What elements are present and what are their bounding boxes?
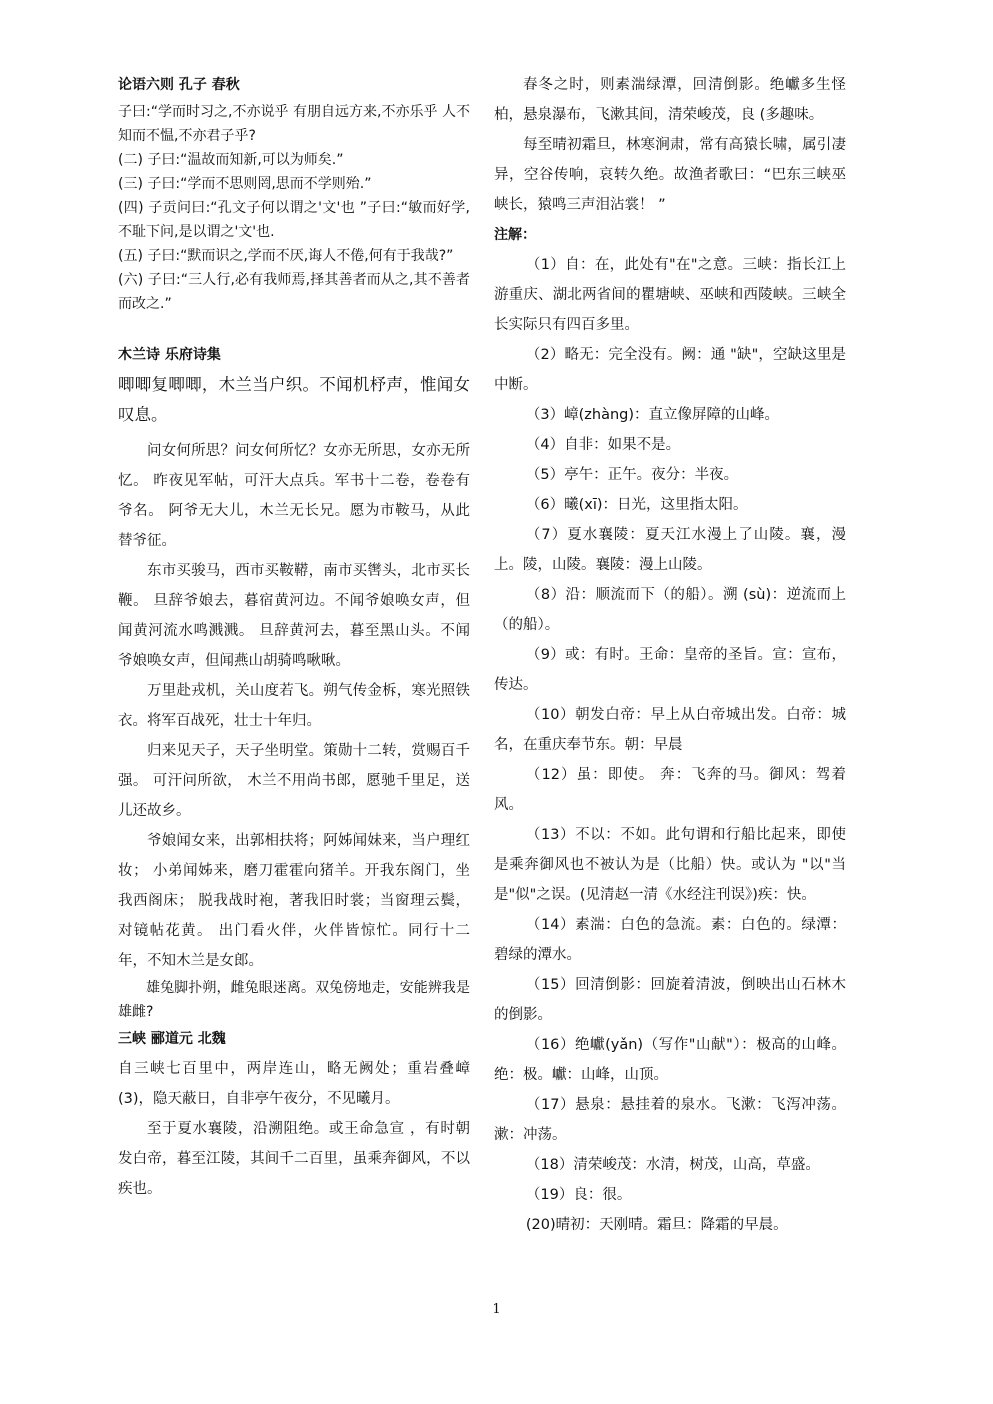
lunyu-paragraph: (五) 子曰:“默而识之,学而不厌,诲人不倦,何有于我哉?” (118, 248, 454, 264)
mulan-paragraph: 问女何所思？问女何所忆？女亦无所思，女亦无所忆。 昨夜见军帖，可汗大点兵。军书十二卷，卷卷有爷名。 阿爷无大儿，木兰无长兄。愿为市鞍马，从此替爷征。 (118, 443, 470, 549)
sanxia-paragraph: 每至晴初霜旦，林寒涧肃，常有高猿长啸，属引凄异，空谷传响，哀转久绝。故渔者歌曰：“巴东三峡巫峡长，猿鸣三声泪沾裳！ ” (494, 137, 846, 213)
note-item: （1）自：在，此处有"在"之意。三峡：指长江上游重庆、湖北两省间的瞿塘峡、巫峡和西陵峡。三峡全长实际只有四百多里。 (494, 257, 846, 333)
mulan-paragraph: 东市买骏马，西市买鞍鞯，南市买辔头，北市买长鞭。 旦辞爷娘去，暮宿黄河边。不闻爷娘唤女声，但闻黄河流水鸣溅溅。 旦辞黄河去，暮至黑山头。不闻爷娘唤女声，但闻燕山胡骑鸣啾啾。 (118, 563, 470, 669)
mulan-paragraph: 归来见天子，天子坐明堂。策勋十二转，赏赐百千强。 可汗问所欲， 木兰不用尚书郎，愿驰千里足，送儿还故乡。 (118, 743, 470, 819)
note-item: （18）清荣峻茂：水清，树茂，山高，草盛。 (525, 1157, 820, 1173)
lunyu-paragraph: (三) 子曰:“学而不思则罔,思而不学则殆.” (118, 176, 372, 192)
sanxia-paragraph: 春冬之时，则素湍绿潭，回清倒影。绝巘多生怪柏，悬泉瀑布，飞漱其间，清荣峻茂，良 (多趣味。 (494, 77, 846, 123)
notes-title: 注解： (494, 227, 536, 243)
sanxia-paragraph: 自三峡七百里中，两岸连山，略无阙处；重岩叠嶂(3)，隐天蔽日，自非亭午夜分，不见曦月。 (118, 1061, 470, 1107)
mulan-first-line: 唧唧复唧唧，木兰当户织。不闻机杼声，惟闻女叹息。 (118, 375, 470, 424)
lunyu-paragraph: 子曰:“学而时习之,不亦说乎 有朋自远方来,不亦乐乎 人不知而不愠,不亦君子乎? (118, 104, 470, 144)
note-item: （6）曦(xī)：日光，这里指太阳。 (525, 497, 748, 513)
note-item: (20)晴初：天刚晴。霜旦：降霜的早晨。 (525, 1217, 788, 1233)
note-item: （5）亭午：正午。夜分：半夜。 (525, 467, 739, 483)
note-item: （7）夏水襄陵：夏天江水漫上了山陵。襄，漫上。陵，山陵。襄陵：漫上山陵。 (494, 527, 846, 573)
note-item: （17）悬泉：悬挂着的泉水。飞漱：飞泻冲荡。漱：冲荡。 (494, 1097, 846, 1143)
left-column (118, 70, 470, 1204)
section-gap (118, 316, 470, 340)
note-item: （9）或：有时。王命：皇帝的圣旨。宣：宣布，传达。 (494, 647, 846, 693)
note-item: （14）素湍：白色的急流。素：白色的。绿潭：碧绿的潭水。 (494, 917, 846, 963)
lunyu-paragraph: (二) 子曰:“温故而知新,可以为师矣.” (118, 152, 344, 168)
mulan-title: 木兰诗 乐府诗集 (118, 347, 221, 363)
note-item: （8）沿：顺流而下（的船）。溯 (sù)：逆流而上（的船）。 (494, 587, 846, 633)
sanxia-title: 三峡 郦道元 北魏 (118, 1031, 226, 1047)
note-item: （4）自非：如果不是。 (525, 437, 681, 453)
note-item: （10）朝发白帝：早上从白帝城出发。白帝：城名，在重庆奉节东。朝：早晨 (494, 707, 846, 753)
note-item: （15）回清倒影：回旋着清波，倒映出山石林木的倒影。 (494, 977, 846, 1023)
note-item: （2）略无：完全没有。阙：通 "缺"，空缺这里是中断。 (494, 347, 846, 393)
note-item: （12）虽：即使。 奔：飞奔的马。御风：驾着风。 (494, 767, 846, 813)
lunyu-paragraph: (四) 子贡问曰:“孔文子何以谓之'文'也 ”子曰:“敏而好学,不耻下问,是以谓之'文'也. (118, 200, 470, 240)
lunyu-paragraph: (六) 子曰:“三人行,必有我师焉,择其善者而从之,其不善者而改之.” (118, 272, 470, 312)
mulan-paragraph: 雄兔脚扑朔，雌兔眼迷离。双兔傍地走，安能辨我是雄雌? (118, 980, 470, 1020)
note-item: （3）嶂(zhàng)：直立像屏障的山峰。 (525, 407, 780, 423)
lunyu-title: 论语六则 孔子 春秋 (118, 77, 240, 93)
note-item: （16）绝巘(yǎn)（写作"山献"）：极高的山峰。绝：极。巘：山峰，山顶。 (494, 1037, 846, 1083)
mulan-paragraph: 万里赴戎机，关山度若飞。朔气传金柝，寒光照铁衣。将军百战死，壮士十年归。 (118, 683, 470, 729)
mulan-paragraph: 爷娘闻女来，出郭相扶将；阿姊闻妹来，当户理红妆； 小弟闻姊来，磨刀霍霍向猪羊。开我东阁门，坐我西阁床； 脱我战时袍，著我旧时裳；当窗理云鬓，对镜帖花黄。 出门看火伴，火伴皆惊忙。同行十二年，不知木兰是女郎。 (118, 833, 470, 969)
right-column (494, 70, 846, 1240)
note-item: （19）良：很。 (525, 1187, 632, 1203)
page-number: 1 (492, 1302, 501, 1317)
note-item: （13）不以：不如。此句谓和行船比起来，即使是乘奔御风也不被认为是（比船）快。或认为 "以"当是"似"之误。(见清赵一清《水经注刊误》)疾：快。 (494, 827, 846, 903)
sanxia-paragraph: 至于夏水襄陵，沿溯阻绝。或王命急宣 ，有时朝发白帝，暮至江陵，其间千二百里，虽乘奔御风，不以疾也。 (118, 1121, 470, 1197)
